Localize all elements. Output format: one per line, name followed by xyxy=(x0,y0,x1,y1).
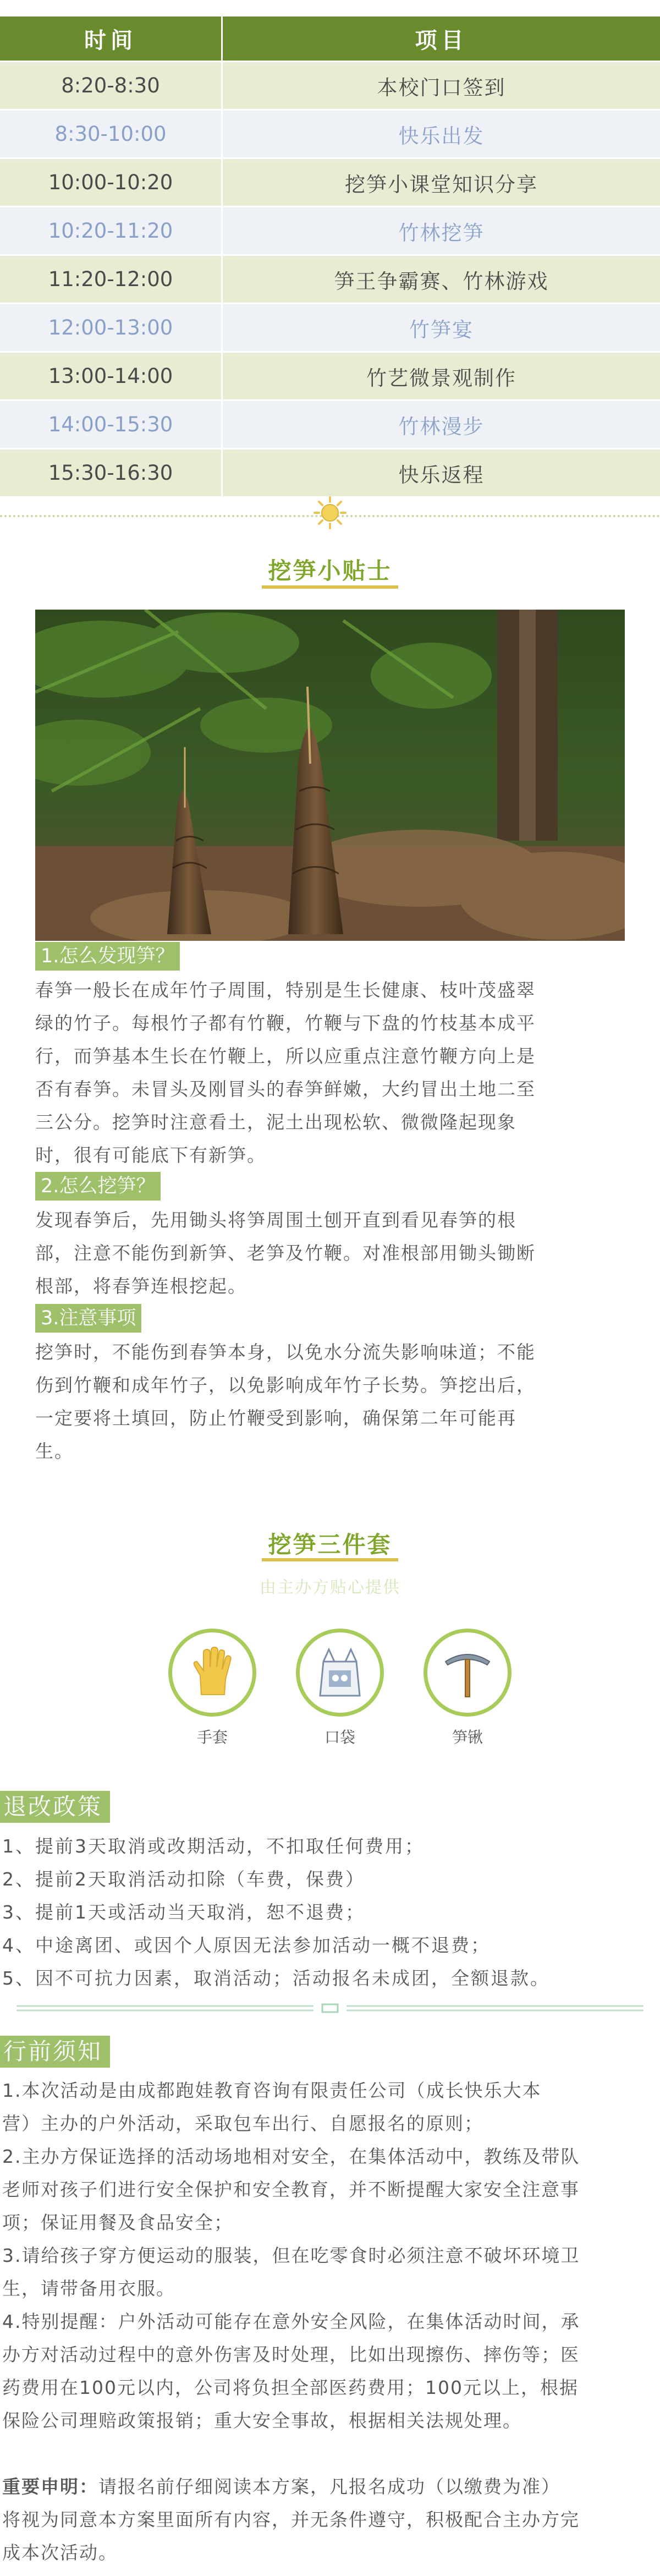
paragraph-line: 否有春笋。未冒头及刚冒头的春笋鲜嫩，大约冒出土地二至 xyxy=(35,1078,536,1100)
paragraph-line: 时，很有可能底下有新笋。 xyxy=(35,1144,266,1166)
refund-item: 1、提前3天取消或改期活动，不扣取任何费用； xyxy=(2,1835,425,1857)
tips-paragraph-3 xyxy=(35,1336,624,1468)
time-cell: 10:00-10:20 xyxy=(0,159,223,206)
item-cell: 快乐出发 xyxy=(398,124,485,148)
item-cell: 挖笋小课堂知识分享 xyxy=(345,172,538,196)
pickaxe-label: 笋锹 xyxy=(452,1728,483,1746)
paragraph-line: 春笋一般长在成年竹子周围，特别是生长健康、枝叶茂盛翠 xyxy=(35,979,536,1001)
table-row xyxy=(0,159,660,207)
tips-label-3: 3.注意事项 xyxy=(35,1304,141,1333)
item-cell: 竹林挖笋 xyxy=(398,221,485,245)
notice-line: 4.特别提醒：户外活动可能存在意外安全风险，在集体活动时间，承 xyxy=(2,2311,580,2332)
header-item: 项目 xyxy=(415,28,468,53)
paragraph-line: 行，而笋基本生长在竹鞭上，所以应重点注意竹鞭方向上是 xyxy=(35,1045,536,1067)
notice-line: 办方对活动过程中的意外伤害及时处理，比如出现擦伤、摔伤等；医 xyxy=(2,2344,580,2365)
notice-line: 1.本次活动是由成都跑娃教育咨询有限责任公司（成长快乐大本 xyxy=(2,2080,542,2101)
table-row xyxy=(0,353,660,401)
bag-label: 口袋 xyxy=(324,1728,355,1746)
statement-first-line xyxy=(2,2470,657,2503)
paragraph-line: 三公分。挖笋时注意看土，泥土出现松软、微微隆起现象 xyxy=(35,1111,516,1133)
refund-item: 3、提前1天或活动当天取消，恕不退费； xyxy=(2,1901,365,1923)
item-cell: 竹艺微景观制作 xyxy=(366,366,516,390)
glove-icon xyxy=(185,1645,240,1700)
schedule-table xyxy=(0,17,660,498)
notice-line: 营）主办的户外活动，采取包车出行、自愿报名的原则； xyxy=(2,2113,483,2134)
important-statement xyxy=(2,2470,657,2569)
item-cell: 快乐返程 xyxy=(398,463,485,487)
paragraph-line: 根部，将春笋连根挖起。 xyxy=(35,1275,247,1297)
tips-label-2: 2.怎么挖笋？ xyxy=(35,1172,161,1201)
refund-item: 2、提前2天取消活动扣除（车费，保费） xyxy=(2,1868,365,1890)
header-time: 时间 xyxy=(0,17,223,61)
notice-line: 3.请给孩子穿方便运动的服装，但在吃零食时必须注意不破坏环境卫 xyxy=(2,2245,580,2266)
pickaxe-circle xyxy=(424,1629,512,1717)
item-cell: 笋王争霸赛、竹林游戏 xyxy=(334,269,549,293)
bamboo-shoot-photo xyxy=(35,610,625,941)
paragraph-line: 生。 xyxy=(35,1440,74,1462)
refund-item: 5、因不可抗力因素，取消活动；活动报名未成团，全额退款。 xyxy=(2,1967,550,1989)
notice-line: 药费用在100元以内，公司将负担全部医药费用；100元以上，根据 xyxy=(2,2377,579,2398)
refund-item: 4、中途离团、或因个人原因无法参加活动一概不退费； xyxy=(2,1934,491,1956)
notice-line: 老师对孩子们进行安全保护和安全教育，并不断提醒大家安全注意事 xyxy=(2,2179,580,2200)
pickaxe-icon xyxy=(440,1645,495,1700)
statement-line: 成本次活动。 xyxy=(2,2542,118,2563)
item-cell: 竹林漫步 xyxy=(398,414,485,439)
paragraph-line: 一定要将土填回，防止竹鞭受到影响，确保第二年可能再 xyxy=(35,1407,516,1429)
table-row xyxy=(0,111,660,159)
time-cell: 15:30-16:30 xyxy=(0,450,223,496)
notice-line: 2.主办方保证选择的活动场地相对安全，在集体活动中，教练及带队 xyxy=(2,2146,580,2167)
item-cell: 竹笋宴 xyxy=(409,317,474,342)
schedule-header-row xyxy=(0,17,660,62)
time-cell: 10:20-11:20 xyxy=(0,207,223,254)
notice-title: 行前须知 xyxy=(0,2036,110,2068)
notice-line: 项；保证用餐及食品安全； xyxy=(2,2212,233,2233)
paragraph-line: 绿的竹子。每根竹子都有竹鞭，竹鞭与下盘的竹枝基本成平 xyxy=(35,1012,536,1034)
paragraph-line: 伤到竹鞭和成年竹子，以免影响成年竹子长势。笋挖出后， xyxy=(35,1374,536,1396)
sun-icon xyxy=(312,495,348,530)
time-cell: 14:00-15:30 xyxy=(0,401,223,448)
time-cell: 12:00-13:00 xyxy=(0,304,223,351)
glove-label: 手套 xyxy=(196,1728,228,1746)
tips-title: 挖笋小贴士 xyxy=(268,557,392,584)
bag-circle xyxy=(296,1629,384,1717)
table-row xyxy=(0,401,660,450)
time-cell: 13:00-14:00 xyxy=(0,353,223,399)
table-row xyxy=(0,304,660,353)
refund-title: 退改政策 xyxy=(0,1791,110,1823)
kit-subtitle: 由主办方贴心提供 xyxy=(260,1578,400,1597)
kit-title: 挖笋三件套 xyxy=(268,1531,392,1558)
time-cell: 8:20-8:30 xyxy=(0,62,223,109)
paragraph-line: 发现春笋后，先用锄头将笋周围土刨开直到看见春笋的根 xyxy=(35,1209,516,1231)
statement-label: 重要申明： xyxy=(2,2476,98,2497)
double-line-divider xyxy=(16,2003,644,2014)
notice-body xyxy=(2,2074,657,2437)
tips-paragraph-2 xyxy=(35,1204,624,1303)
time-cell: 8:30-10:00 xyxy=(0,111,223,157)
notice-line: 保险公司理赔政策报销；重大安全事故，根据相关法规处理。 xyxy=(2,2410,522,2431)
table-row xyxy=(0,207,660,256)
kit-title-underline xyxy=(262,1558,398,1561)
table-row xyxy=(0,450,660,498)
tips-paragraph-1 xyxy=(35,974,624,1172)
item-cell: 本校门口签到 xyxy=(377,75,506,100)
tips-title-underline xyxy=(262,585,398,589)
statement-line: 请报名前仔细阅读本方案，凡报名成功（以缴费为准） xyxy=(98,2476,560,2497)
notice-line: 生，请带备用衣服。 xyxy=(2,2278,175,2299)
paragraph-line: 挖笋时，不能伤到春笋本身，以免水分流失影响味道；不能 xyxy=(35,1341,536,1363)
tips-label-1: 1.怎么发现笋？ xyxy=(35,942,180,971)
paragraph-line: 部，注意不能伤到新笋、老笋及竹鞭。对准根部用锄头锄断 xyxy=(35,1242,536,1264)
bag-icon xyxy=(312,1645,367,1700)
table-row xyxy=(0,256,660,304)
statement-line: 将视为同意本方案里面所有内容，并无条件遵守，积极配合主办方完 xyxy=(2,2509,580,2530)
glove-circle xyxy=(168,1629,256,1717)
time-cell: 11:20-12:00 xyxy=(0,256,223,303)
table-row xyxy=(0,62,660,111)
